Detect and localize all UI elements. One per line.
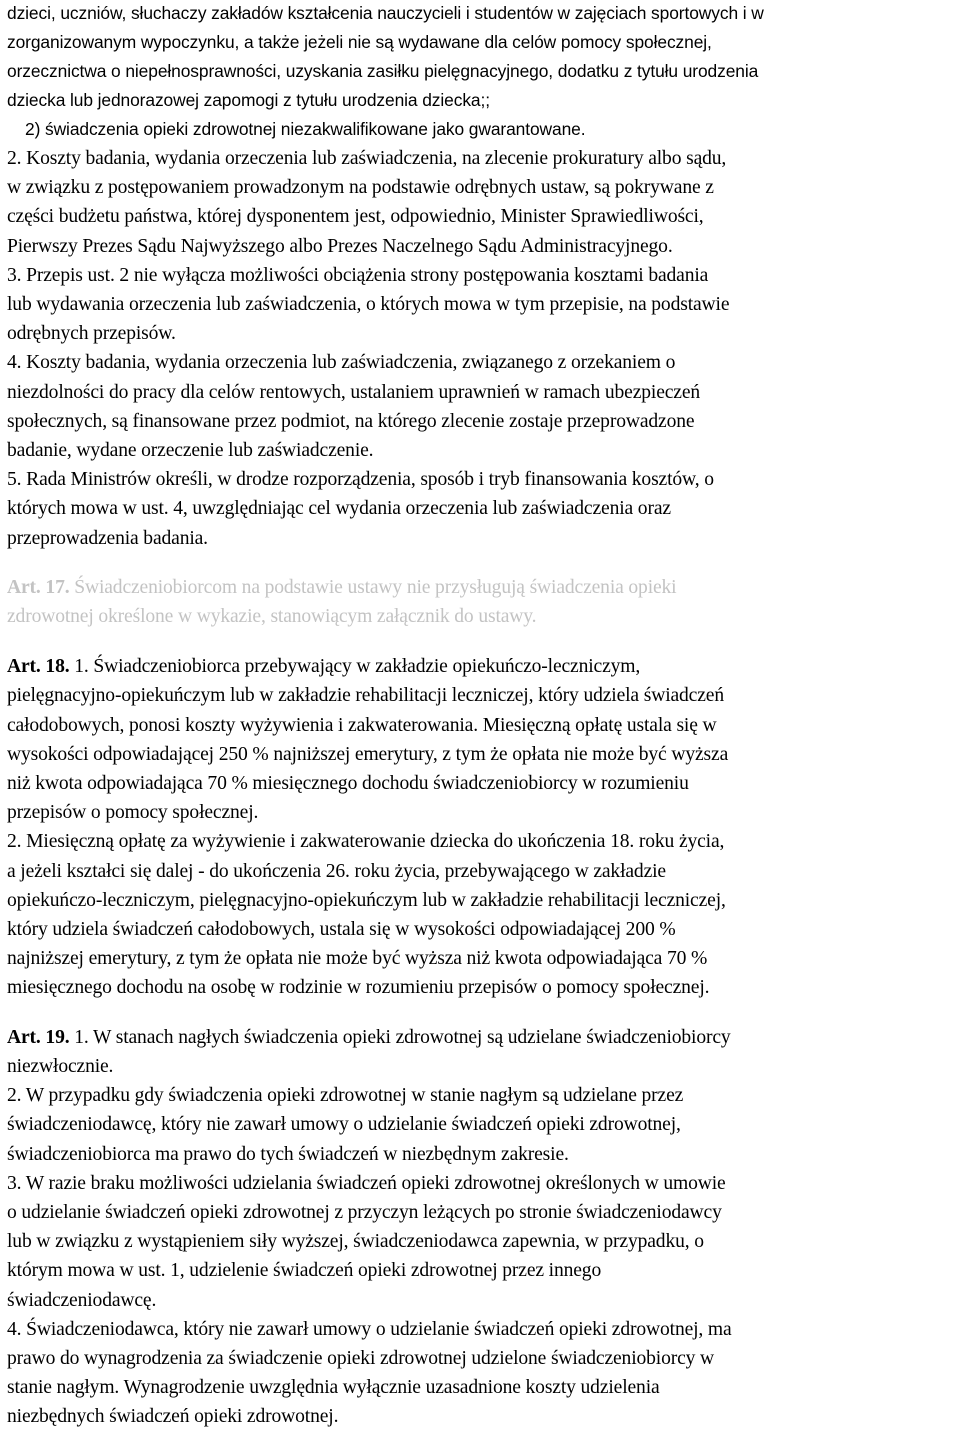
text-line: niż kwota odpowiadająca 70 % miesięcznego dochodu świadczeniobiorcy w rozumieniu <box>7 773 689 795</box>
text-line: świadczeniodawcę, który nie zawarł umowy o udzielanie świadczeń opieki zdrowotnej, <box>7 1114 681 1136</box>
text-line: 3. W razie braku możliwości udzielania świadczeń opieki zdrowotnej określonych w umowie <box>7 1172 726 1194</box>
text-line: 2. Koszty badania, wydania orzeczenia lub zaświadczenia, na zlecenie prokuratury albo sądu, <box>7 148 727 169</box>
text-line: świadczeniobiorca ma prawo do tych świadczeń w niezbędnym zakresie. <box>7 1143 569 1165</box>
text-line: dziecka lub jednorazowej zapomogi z tytułu urodzenia dziecka;; <box>7 90 490 110</box>
text-line: przepisów o pomocy społecznej. <box>7 802 259 824</box>
text-line: 4. Świadczeniodawca, który nie zawarł umowy o udzielanie świadczeń opieki zdrowotnej, ma <box>7 1318 732 1340</box>
text-line: najniższej emerytury, z tym że opłata nie może być wyższa niż kwota odpowiadająca 70 % <box>7 948 708 970</box>
text-line: 2. W przypadku gdy świadczenia opieki zdrowotnej w stanie nagłym są udzielane przez <box>7 1085 684 1107</box>
text-line: prawo do wynagrodzenia za świadczenie opieki zdrowotnej udzielone świadczeniobiorcy w <box>7 1347 715 1369</box>
text-line: zorganizowanym wypoczynku, a także jeżeli nie są wydawane dla celów pomocy społecznej, <box>7 32 712 52</box>
text-line: niezdolności do pracy dla celów rentowych, ustalaniem uprawnień w ramach ubezpieczeń <box>7 381 701 403</box>
intro-paragraph <box>7 0 955 144</box>
text-line: 5. Rada Ministrów określi, w drodze rozporządzenia, sposób i tryb finansowania kosztów, o <box>7 469 714 491</box>
text-line: świadczeniodawcę. <box>7 1289 157 1311</box>
text-line: lub w związku z wystąpieniem siły wyższej, świadczeniodawca zapewnia, w przypadku, o <box>7 1231 704 1253</box>
text-line: całodobowych, ponosi koszty wyżywienia i zakwaterowania. Miesięczną opłatę ustala się w <box>7 714 717 736</box>
text-line: w związku z postępowaniem prowadzonym na podstawie odrębnych ustaw, są pokrywane z <box>7 177 714 199</box>
art17-paragraph <box>7 573 955 631</box>
list-item-2: 2) świadczenia opieki zdrowotnej niezakwalifikowane jako gwarantowane. <box>25 119 586 139</box>
text-line: przeprowadzenia badania. <box>7 527 208 549</box>
text-line: części budżetu państwa, której dysponentem jest, odpowiednio, Minister Sprawiedliwości, <box>7 206 704 228</box>
text-line: orzecznictwa o niepełnosprawności, uzyskania zasiłku pielęgnacyjnego, dodatku z tytułu urodzenia <box>7 61 759 81</box>
text-line: wysokości odpowiadającej 250 % najniższej emerytury, z tym że opłata nie może być wyższa <box>7 743 729 765</box>
document-page <box>7 0 955 1432</box>
text-line: a jeżeli kształci się dalej - do ukończenia 26. roku życia, przebywającego w zakładzie <box>7 860 666 882</box>
text-line: pielęgnacyjno-opiekuńczym lub w zakładzie rehabilitacji leczniczej, który udziela świadczeń <box>7 685 724 707</box>
text-line: zdrowotnej określone w wykazie, stanowiącym załącznik do ustawy. <box>7 606 537 628</box>
text-line: Pierwszy Prezes Sądu Najwyższego albo Prezes Naczelnego Sądu Administracyjnego. <box>7 235 673 257</box>
text-line: 2. Miesięczną opłatę za wyżywienie i zakwaterowanie dziecka do ukończenia 18. roku życia, <box>7 831 725 853</box>
text-line: miesięcznego dochodu na osobę w rodzinie w rozumieniu przepisów o pomocy społecznej. <box>7 977 710 999</box>
text-line: niezbędnych świadczeń opieki zdrowotnej. <box>7 1406 339 1428</box>
art19-paragraph <box>7 1023 955 1432</box>
art18-paragraph <box>7 652 955 1002</box>
text-line: niezwłocznie. <box>7 1055 114 1077</box>
text-line: odrębnych przepisów. <box>7 323 176 345</box>
text-line: który udziela świadczeń całodobowych, ustala się w wysokości odpowiadającej 200 % <box>7 919 676 941</box>
text-line: badanie, wydane orzeczenie lub zaświadczenie. <box>7 440 374 462</box>
text-line: 4. Koszty badania, wydania orzeczenia lub zaświadczenia, związanego z orzekaniem o <box>7 352 676 374</box>
text-line: którym mowa w ust. 1, udzielenie świadczeń opieki zdrowotnej przez innego <box>7 1260 602 1282</box>
text-line: stanie nagłym. Wynagrodzenie uwzględnia wyłącznie uzasadnione koszty udzielenia <box>7 1377 660 1399</box>
text-line: lub wydawania orzeczenia lub zaświadczenia, o których mowa w tym przepisie, na podstawie <box>7 294 730 316</box>
text-line: 3. Przepis ust. 2 nie wyłącza możliwości obciążenia strony postępowania kosztami badania <box>7 264 709 286</box>
text-line: dzieci, uczniów, słuchaczy zakładów kształcenia nauczycieli i studentów w zajęciach sportowych i w <box>7 3 764 23</box>
text-line: Art. 17. Świadczeniobiorcom na podstawie ustawy nie przysługują świadczenia opieki <box>7 576 677 598</box>
text-line: których mowa w ust. 4, uwzględniając cel wydania orzeczenia lub zaświadczenia oraz <box>7 498 671 520</box>
article-label: Art. 18. <box>7 656 70 678</box>
art16-paragraphs <box>7 144 955 553</box>
article-label: Art. 17. <box>7 576 70 598</box>
text-line: opiekuńczo-leczniczym, pielęgnacyjno-opiekuńczym lub w zakładzie rehabilitacji leczniczej, <box>7 889 726 911</box>
text-line: Art. 19. 1. W stanach nagłych świadczenia opieki zdrowotnej są udzielane świadczeniobiorcy <box>7 1026 731 1048</box>
text-line: o udzielanie świadczeń opieki zdrowotnej z przyczyn leżących po stronie świadczeniodawcy <box>7 1201 722 1223</box>
text-line: społecznych, są finansowane przez podmiot, na którego zlecenie zostaje przeprowadzone <box>7 410 695 432</box>
article-label: Art. 19. <box>7 1026 70 1048</box>
text-line: Art. 18. 1. Świadczeniobiorca przebywający w zakładzie opiekuńczo-leczniczym, <box>7 656 641 678</box>
